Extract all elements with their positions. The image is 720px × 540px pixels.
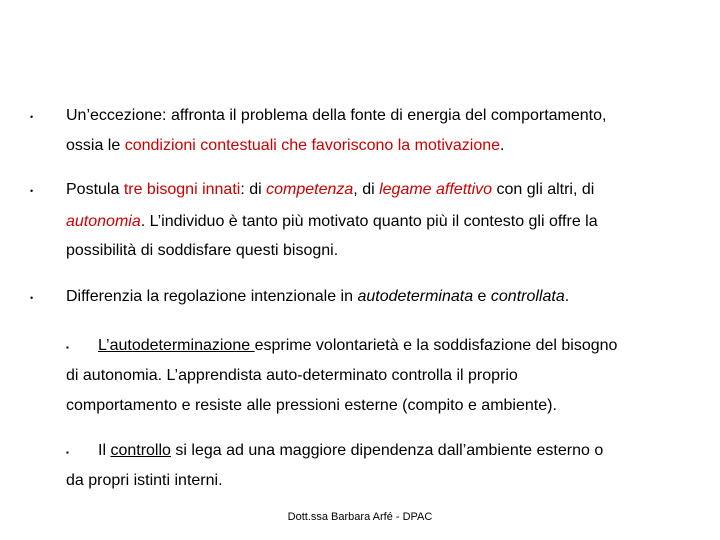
p5-underlined-term: controllo bbox=[110, 442, 171, 459]
p2-line2-text: . L’individuo è tanto più motivato quanto più il contesto gli offre la bbox=[140, 213, 598, 230]
p4-line3 bbox=[66, 396, 557, 416]
p1-line1 bbox=[66, 106, 606, 126]
p2-highlight-competenza: competenza bbox=[266, 181, 354, 198]
p2-highlight-legame: legame affettivo bbox=[379, 181, 493, 198]
bullet-2: • bbox=[30, 186, 34, 196]
p1-line2-text-a: ossia le bbox=[66, 137, 125, 154]
p2-line1-text-c: , di bbox=[353, 181, 380, 198]
p1-line2 bbox=[66, 136, 504, 156]
slide-footer: Dott.ssa Barbara Arfé - DPAC bbox=[287, 511, 433, 523]
sub-bullet-2: ▪ bbox=[66, 448, 69, 457]
p2-line1-text-a: Postula bbox=[66, 181, 124, 198]
p2-line2 bbox=[66, 212, 598, 232]
p4-underlined-term: L’autodeterminazione bbox=[98, 337, 255, 354]
p2-highlight-needs: tre bisogni innati bbox=[123, 181, 241, 198]
p2-line1 bbox=[66, 180, 594, 200]
p3-italic-autodeterminata: autodeterminata bbox=[357, 288, 474, 305]
p2-line1-text-b: : di bbox=[240, 181, 267, 198]
p3-line1 bbox=[66, 287, 569, 307]
sub-bullet-1: ▪ bbox=[66, 343, 69, 352]
bullet-3: • bbox=[30, 293, 34, 303]
p3-text-c: . bbox=[564, 288, 570, 305]
p1-line1-text: Un’eccezione: affronta il problema della fonte di energia del comportamento, bbox=[66, 107, 607, 124]
p2-line3-text: possibilità di soddisfare questi bisogni. bbox=[66, 242, 339, 259]
p3-text-b: e bbox=[473, 288, 491, 305]
p5-line1-text-b: si lega ad una maggiore dipendenza dall’ambiente esterno o bbox=[170, 442, 604, 459]
p2-line1-text-d: con gli altri, di bbox=[492, 181, 595, 198]
p5-line1 bbox=[98, 441, 603, 461]
bullet-1: • bbox=[30, 112, 34, 122]
p4-line2 bbox=[66, 366, 518, 386]
p1-highlight: condizioni contestuali che favoriscono la motivazione bbox=[124, 137, 501, 154]
p4-line2-text: di autonomia. L’apprendista auto-determinato controlla il proprio bbox=[66, 367, 518, 384]
p5-line2-text: da propri istinti interni. bbox=[66, 472, 223, 489]
p3-italic-controllata: controllata bbox=[490, 288, 565, 305]
p5-line2 bbox=[66, 471, 223, 491]
p4-line1 bbox=[98, 336, 617, 356]
p2-highlight-autonomia: autonomia bbox=[66, 213, 141, 230]
p2-line3 bbox=[66, 241, 338, 261]
p3-text-a: Differenzia la regolazione intenzionale in bbox=[66, 288, 358, 305]
p4-line3-text: comportamento e resiste alle pressioni esterne (compito e ambiente). bbox=[66, 397, 557, 414]
p1-line2-text-b: . bbox=[500, 137, 505, 154]
p4-line1-text: esprime volontarietà e la soddisfazione del bisogno bbox=[254, 337, 618, 354]
p5-line1-text-a: Il bbox=[98, 442, 111, 459]
